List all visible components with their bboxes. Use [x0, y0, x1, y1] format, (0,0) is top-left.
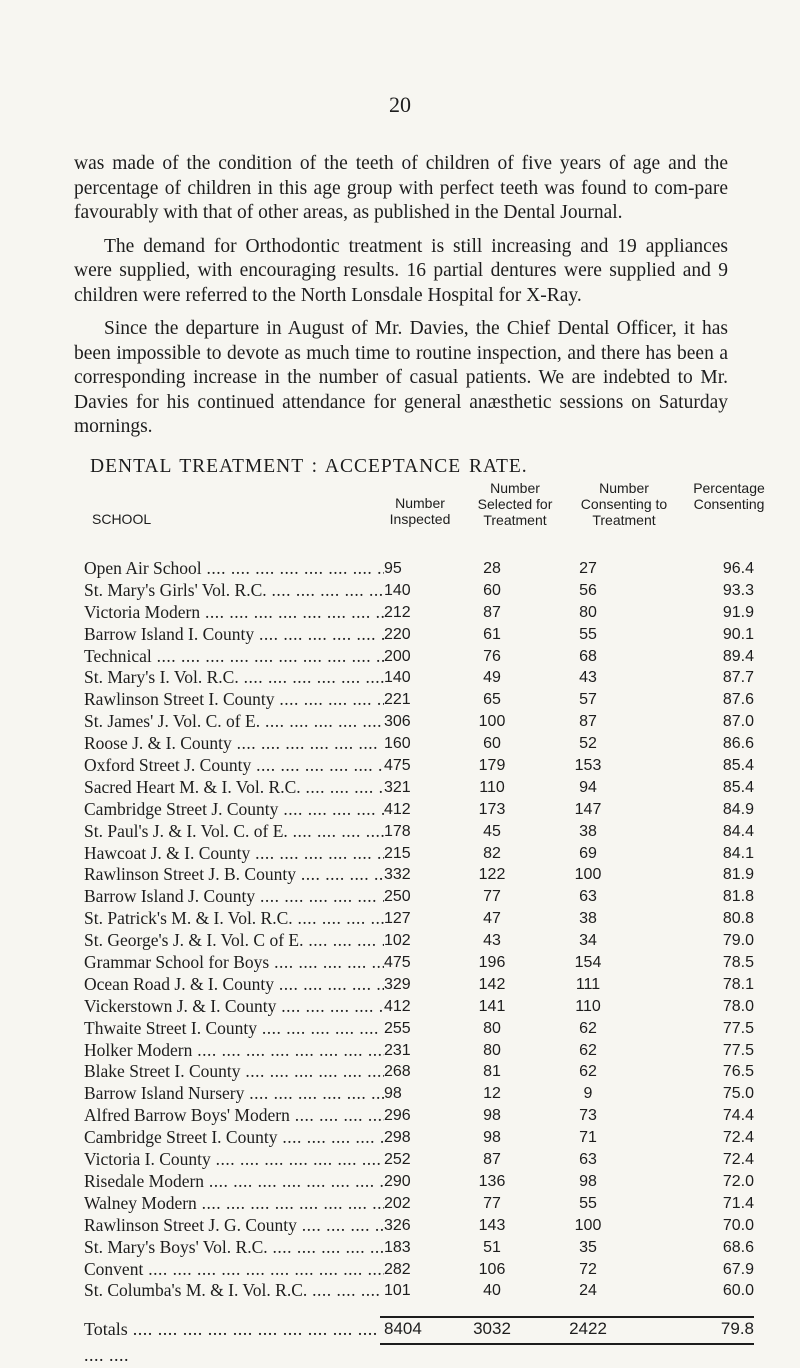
row-consenting: 80 — [579, 603, 597, 621]
row-inspected: 202 — [384, 1194, 411, 1212]
row-inspected: 200 — [384, 647, 411, 665]
row-inspected: 475 — [384, 757, 411, 775]
row-inspected: 252 — [384, 1151, 411, 1169]
table-row — [84, 952, 754, 974]
row-consenting: 24 — [579, 1282, 597, 1300]
paragraph-3: Since the departure in August of Mr. Davies, the Chief Dental Officer, it has been impossible to devote as much time to routine inspection, and there has been a corresponding increase in the number of casual patients. We are indebted to Mr. Davies for his continued attendance for general anæsthetic sessions on Saturday mornings. — [74, 318, 728, 437]
row-consenting: 63 — [579, 1151, 597, 1169]
row-selected: 87 — [483, 603, 501, 621]
row-consenting: 100 — [574, 1216, 602, 1234]
row-selected: 98 — [483, 1107, 501, 1125]
row-selected: 77 — [483, 1194, 501, 1212]
row-consenting: 56 — [579, 581, 597, 599]
row-inspected: 412 — [384, 800, 411, 818]
row-inspected: 220 — [384, 625, 411, 643]
row-school: Ocean Road J. & I. County .... — [84, 974, 384, 996]
row-school: Alfred Barrow Boys' Modern .... — [84, 1105, 384, 1127]
table-row — [84, 601, 754, 624]
totals-rule-bottom — [380, 1343, 754, 1345]
row-inspected: 127 — [384, 910, 411, 928]
row-school: St. George's J. & I. Vol. C of E. .... — [84, 930, 384, 952]
row-inspected: 282 — [384, 1260, 411, 1278]
row-selected: 28 — [483, 560, 501, 577]
row-school: St. Paul's J. & I. Vol. C. of E. .... — [84, 821, 384, 843]
row-selected: 60 — [483, 581, 501, 599]
row-inspected: 329 — [384, 975, 411, 993]
row-inspected: 221 — [384, 691, 411, 709]
table-header — [84, 478, 765, 558]
table-row — [84, 820, 754, 843]
totals-label: Totals .... — [84, 1316, 384, 1368]
table-row — [84, 1149, 754, 1171]
row-selected: 43 — [483, 932, 501, 950]
table-row — [84, 886, 754, 908]
row-school: Convent .... — [84, 1259, 384, 1281]
paragraph-2: The demand for Orthodontic treatment is still increasing and 19 appliances were supplied, with encouraging results. 16 partial dentures were supplied and 9 children were referred to the North Lonsdale Hospital for X-Ray. — [74, 235, 728, 306]
row-percentage: 84.9 — [722, 800, 754, 818]
row-inspected: 98 — [384, 1085, 402, 1103]
totals-consenting: 2422 — [569, 1319, 607, 1339]
row-inspected: 231 — [384, 1041, 411, 1059]
row-percentage: 68.6 — [722, 1238, 754, 1256]
row-selected: 76 — [483, 647, 501, 665]
row-selected: 100 — [478, 713, 506, 731]
row-school: Grammar School for Boys .... — [84, 952, 384, 974]
row-selected: 47 — [483, 910, 501, 928]
table-row — [84, 864, 754, 886]
row-selected: 142 — [478, 975, 506, 993]
row-inspected: 298 — [384, 1129, 411, 1147]
row-consenting: 38 — [579, 910, 597, 928]
row-selected: 173 — [478, 800, 506, 818]
row-school: Oxford Street J. County .... — [84, 755, 384, 777]
row-school: Barrow Island I. County .... — [84, 624, 384, 646]
row-school: St. Patrick's M. & I. Vol. R.C. .... — [84, 908, 384, 930]
table-row — [84, 776, 754, 799]
table-row — [84, 1127, 754, 1149]
row-inspected: 268 — [384, 1063, 411, 1081]
row-percentage: 67.9 — [722, 1260, 754, 1278]
row-percentage: 79.0 — [722, 932, 754, 950]
row-selected: 106 — [478, 1260, 506, 1278]
row-percentage: 87.6 — [722, 691, 754, 709]
table-row — [84, 558, 754, 580]
row-inspected: 255 — [384, 1019, 411, 1037]
row-consenting: 100 — [574, 866, 602, 884]
row-inspected: 332 — [384, 866, 411, 884]
row-percentage: 96.4 — [722, 560, 754, 577]
table-row — [84, 798, 754, 821]
row-school: Cambridge Street J. County .... — [84, 799, 384, 821]
row-percentage: 70.0 — [722, 1216, 754, 1234]
table-row — [84, 755, 754, 777]
row-percentage: 87.7 — [722, 669, 754, 687]
row-school: St. Columba's M. & I. Vol. R.C. .... — [84, 1280, 384, 1302]
row-school: Barrow Island J. County .... — [84, 886, 384, 908]
row-school: Victoria I. County .... — [84, 1149, 384, 1171]
table-row — [84, 930, 754, 952]
table-row — [84, 711, 754, 733]
table-row — [84, 1083, 754, 1105]
row-inspected: 326 — [384, 1216, 411, 1234]
row-consenting: 94 — [579, 778, 597, 796]
row-selected: 98 — [483, 1129, 501, 1147]
row-consenting: 87 — [579, 713, 597, 731]
row-selected: 51 — [483, 1238, 501, 1256]
row-inspected: 215 — [384, 844, 411, 862]
row-inspected: 140 — [384, 581, 411, 599]
row-selected: 141 — [478, 997, 506, 1015]
row-school: Open Air School .... — [84, 558, 384, 580]
row-percentage: 60.0 — [722, 1282, 754, 1300]
row-inspected: 296 — [384, 1107, 411, 1125]
row-consenting: 62 — [579, 1041, 597, 1059]
row-inspected: 140 — [384, 669, 411, 687]
row-school: Walney Modern .... — [84, 1193, 384, 1215]
row-school: Sacred Heart M. & I. Vol. R.C. .... — [84, 777, 384, 799]
row-consenting: 72 — [579, 1260, 597, 1278]
row-school: St. Mary's Girls' Vol. R.C. .... — [84, 580, 384, 602]
row-consenting: 62 — [579, 1019, 597, 1037]
row-selected: 45 — [483, 822, 501, 840]
totals-row — [84, 1316, 754, 1342]
row-school: Rawlinson Street J. G. County .... — [84, 1215, 384, 1237]
row-selected: 82 — [483, 844, 501, 862]
table-row — [84, 1258, 754, 1281]
row-consenting: 73 — [579, 1107, 597, 1125]
row-school: Rawlinson Street I. County .... — [84, 689, 384, 711]
row-inspected: 475 — [384, 954, 411, 972]
row-consenting: 9 — [583, 1085, 593, 1103]
row-percentage: 74.4 — [722, 1107, 754, 1125]
row-consenting: 110 — [575, 997, 601, 1015]
row-percentage: 78.5 — [722, 954, 754, 972]
totals-selected: 3032 — [473, 1319, 511, 1339]
row-percentage: 84.4 — [722, 822, 754, 840]
row-percentage: 89.4 — [722, 647, 754, 665]
row-percentage: 77.5 — [722, 1019, 754, 1037]
table-row — [84, 842, 754, 865]
row-consenting: 71 — [579, 1129, 597, 1147]
totals-inspected: 8404 — [384, 1319, 422, 1339]
row-percentage: 86.6 — [722, 735, 754, 753]
row-school: Rawlinson Street J. B. County .... — [84, 864, 384, 886]
row-inspected: 101 — [384, 1282, 411, 1300]
row-inspected: 290 — [384, 1172, 411, 1190]
row-inspected: 160 — [384, 735, 411, 753]
row-selected: 196 — [478, 954, 506, 972]
row-school: St. Mary's Boys' Vol. R.C. .... — [84, 1237, 384, 1259]
row-school: Blake Street I. County .... — [84, 1061, 384, 1083]
row-consenting: 69 — [579, 844, 597, 862]
row-selected: 49 — [483, 669, 501, 687]
row-inspected: 102 — [384, 932, 411, 950]
table-row — [84, 973, 754, 996]
row-selected: 122 — [478, 866, 506, 884]
row-selected: 12 — [483, 1085, 501, 1103]
row-selected: 77 — [483, 888, 501, 906]
row-school: St. James' J. Vol. C. of E. .... — [84, 711, 384, 733]
table-row — [84, 908, 754, 930]
row-selected: 80 — [483, 1019, 501, 1037]
row-consenting: 38 — [579, 822, 597, 840]
row-consenting: 34 — [579, 932, 597, 950]
table-row — [84, 623, 754, 646]
table-row — [84, 1280, 754, 1302]
row-consenting: 68 — [579, 647, 597, 665]
row-selected: 143 — [478, 1216, 506, 1234]
header-inspected: Number Inspected — [389, 495, 451, 527]
row-consenting: 52 — [579, 735, 597, 753]
row-percentage: 78.0 — [722, 997, 754, 1015]
table-row — [84, 1105, 754, 1127]
header-school: SCHOOL — [92, 511, 152, 527]
table-row — [84, 1192, 754, 1215]
table-row — [84, 1170, 754, 1193]
row-consenting: 57 — [579, 691, 597, 709]
row-percentage: 77.5 — [722, 1041, 754, 1059]
row-percentage: 71.4 — [722, 1194, 754, 1212]
row-consenting: 55 — [579, 625, 597, 643]
row-school: St. Mary's I. Vol. R.C. .... — [84, 667, 384, 689]
row-percentage: 87.0 — [722, 713, 754, 731]
row-percentage: 81.9 — [722, 866, 754, 884]
header-selected: Number Selected for Treatment — [477, 480, 553, 528]
row-selected: 65 — [483, 691, 501, 709]
header-percentage: Percentage Consenting — [693, 480, 765, 512]
row-school: Holker Modern .... — [84, 1040, 384, 1062]
table-row — [84, 733, 754, 755]
row-percentage: 85.4 — [722, 757, 754, 775]
row-consenting: 111 — [575, 975, 601, 993]
row-consenting: 35 — [579, 1238, 597, 1256]
row-school: Technical .... — [84, 646, 384, 668]
body-text — [74, 152, 728, 449]
row-percentage: 80.8 — [722, 910, 754, 928]
row-selected: 40 — [483, 1282, 501, 1300]
row-consenting: 147 — [574, 800, 602, 818]
table-row — [84, 1236, 754, 1259]
paragraph-1: was made of the condition of the teeth of children of five years of age and the percentage of children in this age group with perfect teeth was found to com-pare favourably with that of other areas, as published in the Dental Journal. — [74, 153, 728, 223]
row-school: Vickerstown J. & I. County .... — [84, 996, 384, 1018]
row-selected: 81 — [483, 1063, 501, 1081]
row-consenting: 55 — [579, 1194, 597, 1212]
row-inspected: 212 — [384, 603, 411, 621]
row-school: Cambridge Street I. County .... — [84, 1127, 384, 1149]
row-percentage: 72.0 — [722, 1172, 754, 1190]
table-row — [84, 1017, 754, 1040]
table-body — [84, 558, 754, 1302]
table-row — [84, 1214, 754, 1237]
row-selected: 80 — [483, 1041, 501, 1059]
table-title: DENTAL TREATMENT : ACCEPTANCE RATE. — [90, 456, 528, 477]
page-number: 20 — [389, 92, 411, 117]
totals-percentage: 79.8 — [720, 1319, 754, 1339]
row-percentage: 91.9 — [722, 603, 754, 621]
row-school: Thwaite Street I. County .... — [84, 1018, 384, 1040]
row-percentage: 81.8 — [722, 888, 754, 906]
row-selected: 136 — [478, 1172, 506, 1190]
row-percentage: 75.0 — [722, 1085, 754, 1103]
row-school: Victoria Modern .... — [84, 602, 384, 624]
row-inspected: 178 — [384, 822, 411, 840]
header-consenting: Number Consenting to Treatment — [580, 480, 668, 528]
row-inspected: 250 — [384, 888, 411, 906]
row-percentage: 84.1 — [722, 844, 754, 862]
row-selected: 110 — [479, 778, 505, 796]
row-inspected: 306 — [384, 713, 411, 731]
table-row — [84, 645, 754, 668]
row-percentage: 72.4 — [722, 1151, 754, 1169]
row-inspected: 321 — [384, 778, 411, 796]
row-consenting: 62 — [579, 1063, 597, 1081]
row-inspected: 412 — [384, 997, 411, 1015]
row-percentage: 90.1 — [722, 625, 754, 643]
row-consenting: 153 — [574, 757, 602, 775]
row-consenting: 43 — [579, 669, 597, 687]
table-row — [84, 689, 754, 711]
row-inspected: 95 — [384, 560, 402, 577]
row-selected: 60 — [483, 735, 501, 753]
row-inspected: 183 — [384, 1238, 411, 1256]
row-consenting: 154 — [574, 954, 602, 972]
row-consenting: 98 — [579, 1172, 597, 1190]
table-row — [84, 1061, 754, 1083]
row-percentage: 85.4 — [722, 778, 754, 796]
row-percentage: 76.5 — [722, 1063, 754, 1081]
table-row — [84, 995, 754, 1018]
row-selected: 87 — [483, 1151, 501, 1169]
row-percentage: 78.1 — [722, 975, 754, 993]
row-percentage: 72.4 — [722, 1129, 754, 1147]
table-row — [84, 579, 754, 602]
table-row — [84, 667, 754, 689]
row-school: Roose J. & I. County .... — [84, 733, 384, 755]
row-school: Barrow Island Nursery .... — [84, 1083, 384, 1105]
row-selected: 179 — [478, 757, 506, 775]
row-consenting: 63 — [579, 888, 597, 906]
row-school: Risedale Modern .... — [84, 1171, 384, 1193]
acceptance-rate-table — [84, 478, 765, 1342]
row-school: Hawcoat J. & I. County .... — [84, 843, 384, 865]
row-consenting: 27 — [579, 560, 597, 577]
row-percentage: 93.3 — [722, 581, 754, 599]
table-row — [84, 1039, 754, 1062]
row-selected: 61 — [483, 625, 501, 643]
